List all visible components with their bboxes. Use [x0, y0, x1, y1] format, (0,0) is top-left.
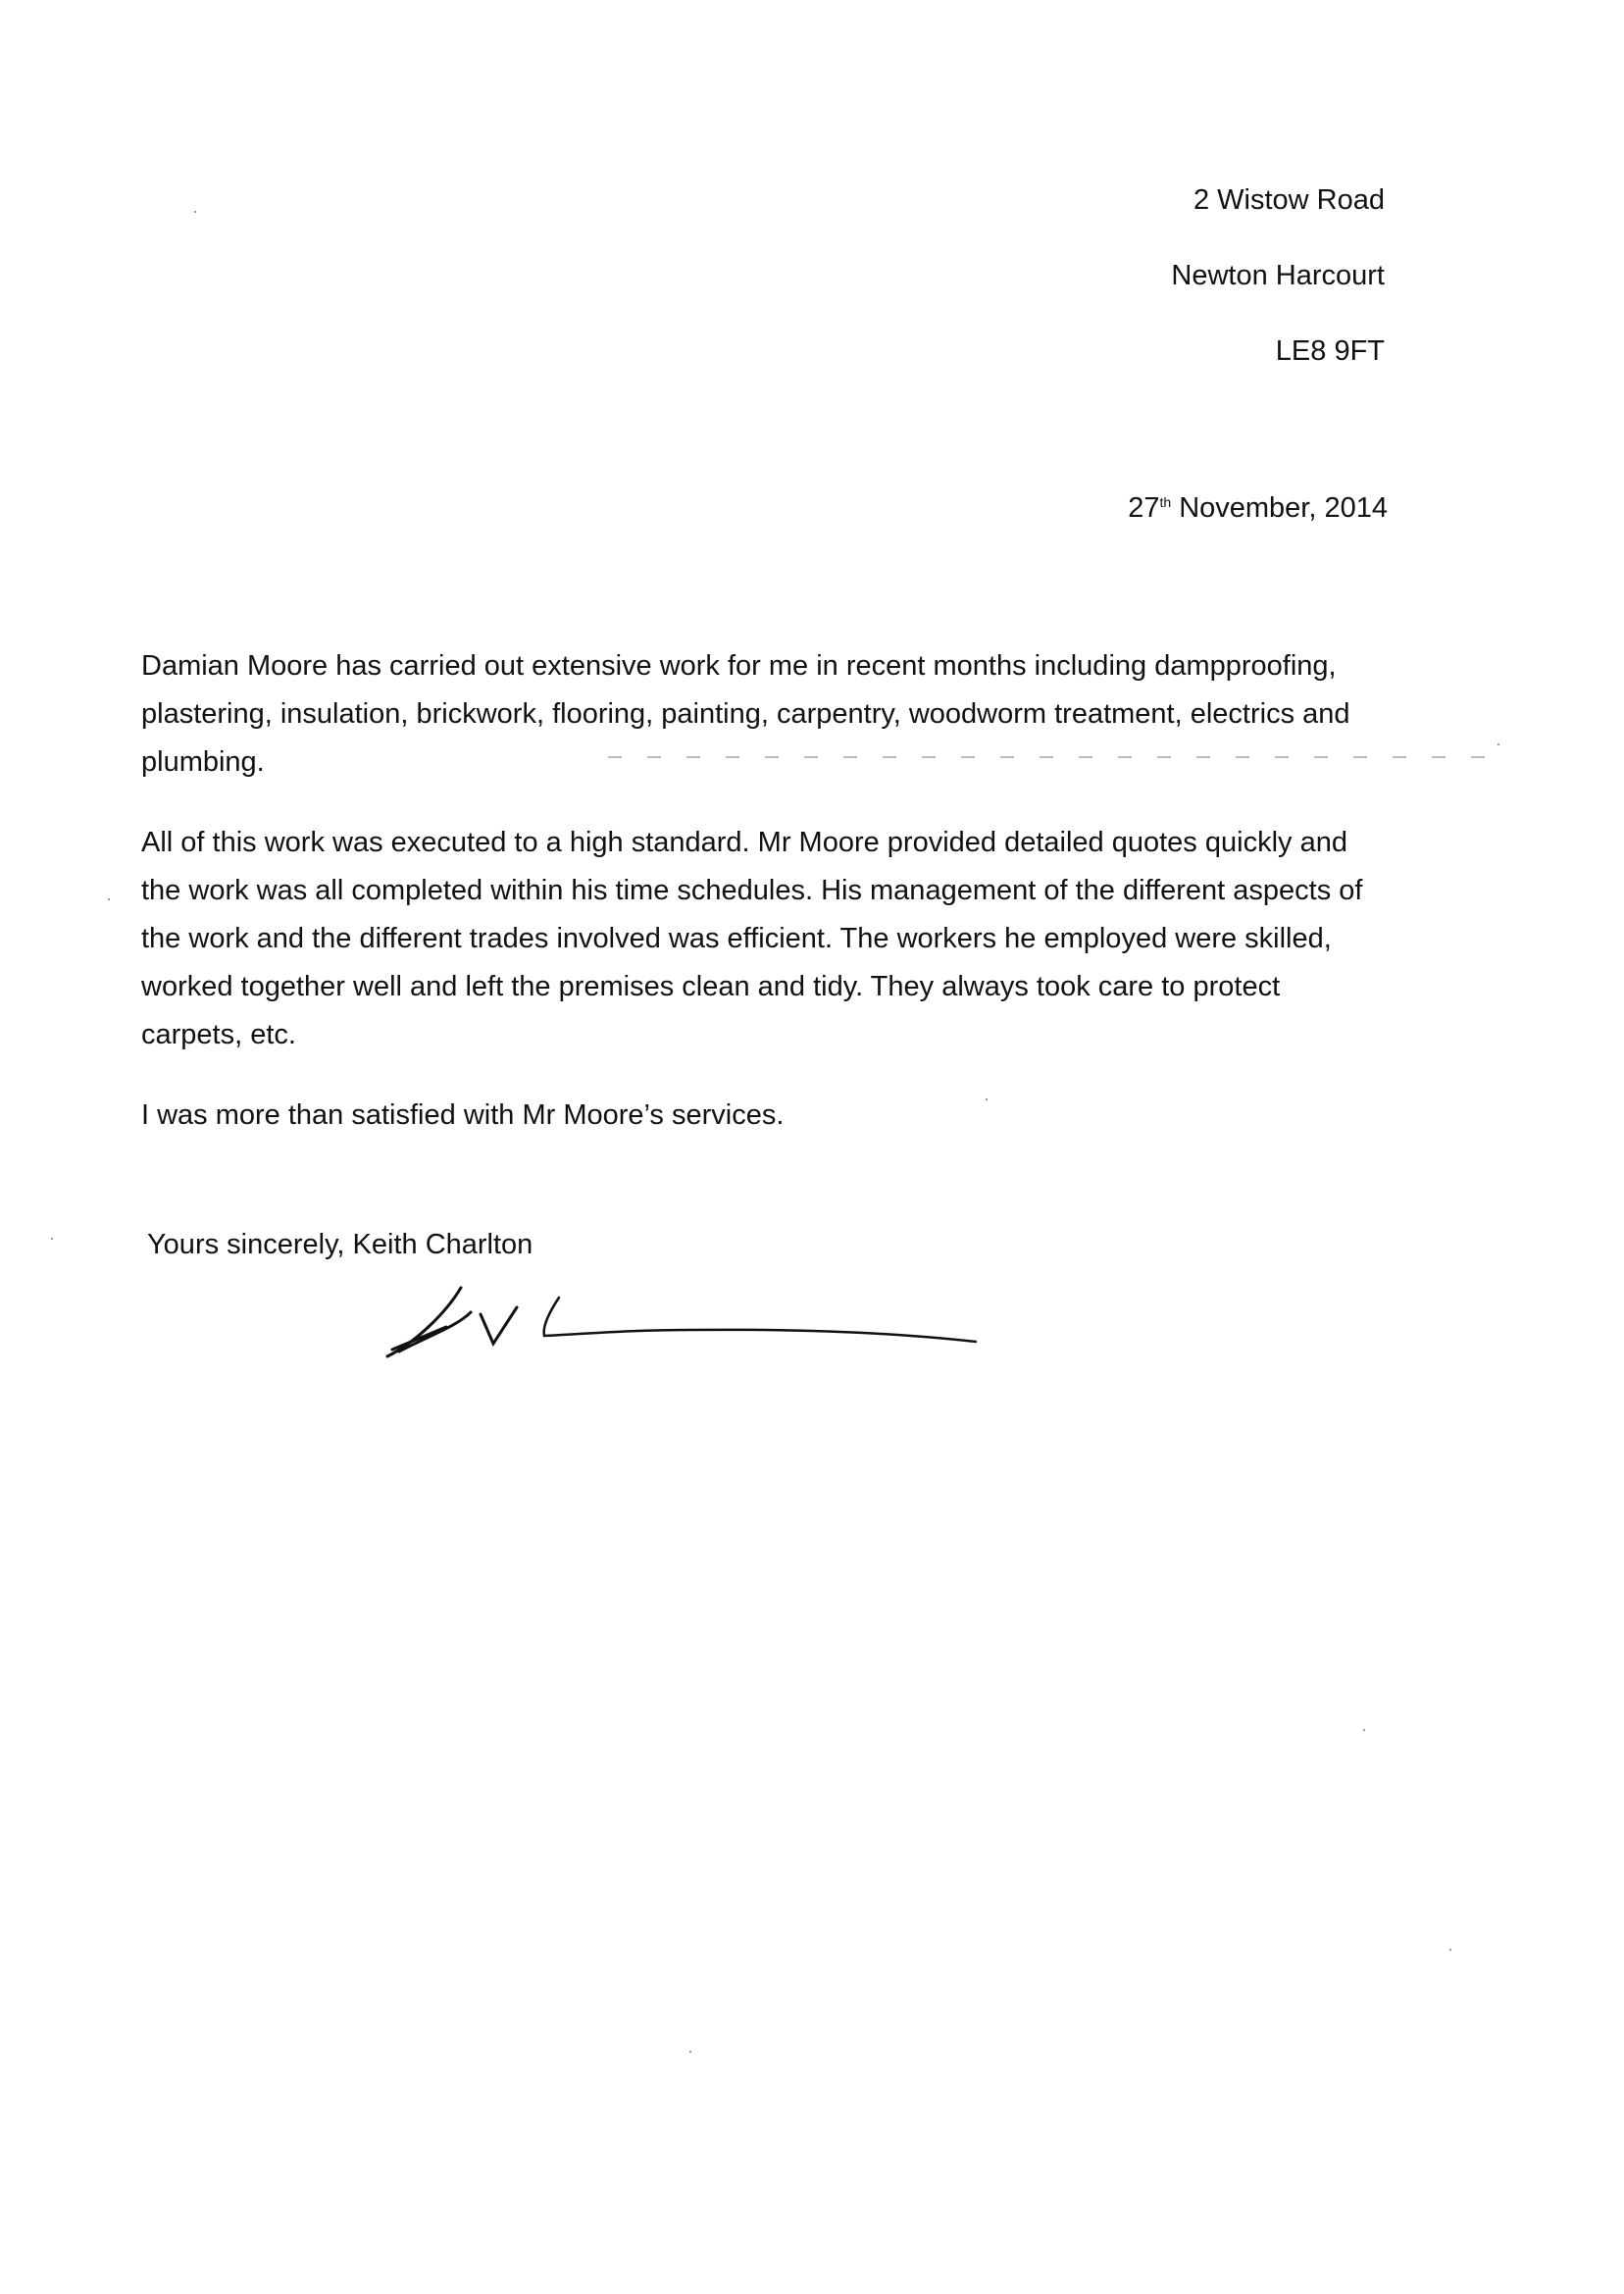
date-month-year: November, 2014 — [1171, 492, 1388, 524]
closing-line: Yours sincerely, Keith Charlton — [147, 1229, 533, 1260]
address-town: Newton Harcourt — [1171, 260, 1385, 291]
scan-speck — [51, 1238, 53, 1240]
scan-speck — [689, 2051, 691, 2053]
signature-image — [378, 1273, 986, 1371]
scan-speck — [1449, 1949, 1451, 1951]
signature-stroke-v — [481, 1307, 517, 1344]
address-postcode: LE8 9FT — [1275, 335, 1385, 367]
scan-speck — [194, 211, 196, 213]
paragraph-satisfaction: I was more than satisfied with Mr Moore’s services. — [141, 1099, 785, 1131]
scan-speck — [108, 898, 110, 900]
letter-body — [141, 642, 1387, 1172]
letter-date — [1128, 492, 1388, 525]
scan-speck — [1497, 743, 1499, 745]
date-day: 27 — [1128, 492, 1160, 524]
paragraph-quality: All of this work was executed to a high standard. Mr Moore provided detailed quotes quickly and the work was all completed within his time schedules. His management of the different aspects of the work and the different trades involved was efficient. The workers he employed were skilled, worked together well and left the premises clean and tidy. They always took care to protect carpets, etc. — [141, 827, 1363, 1050]
signature-stroke-k — [387, 1288, 471, 1356]
scan-speck — [1363, 1729, 1365, 1731]
paragraph-work-summary: Damian Moore has carried out extensive work for me in recent months including dampproofing, plastering, insulation, brickwork, flooring, painting, carpentry, woodworm treatment, electrics and plumbing. — [141, 650, 1350, 778]
sender-address — [1171, 186, 1385, 413]
scan-artifact-dashes — [608, 756, 1510, 758]
signature-stroke-c — [544, 1298, 976, 1342]
date-suffix: th — [1159, 494, 1172, 510]
address-street: 2 Wistow Road — [1193, 184, 1385, 216]
scan-speck — [986, 1098, 988, 1100]
